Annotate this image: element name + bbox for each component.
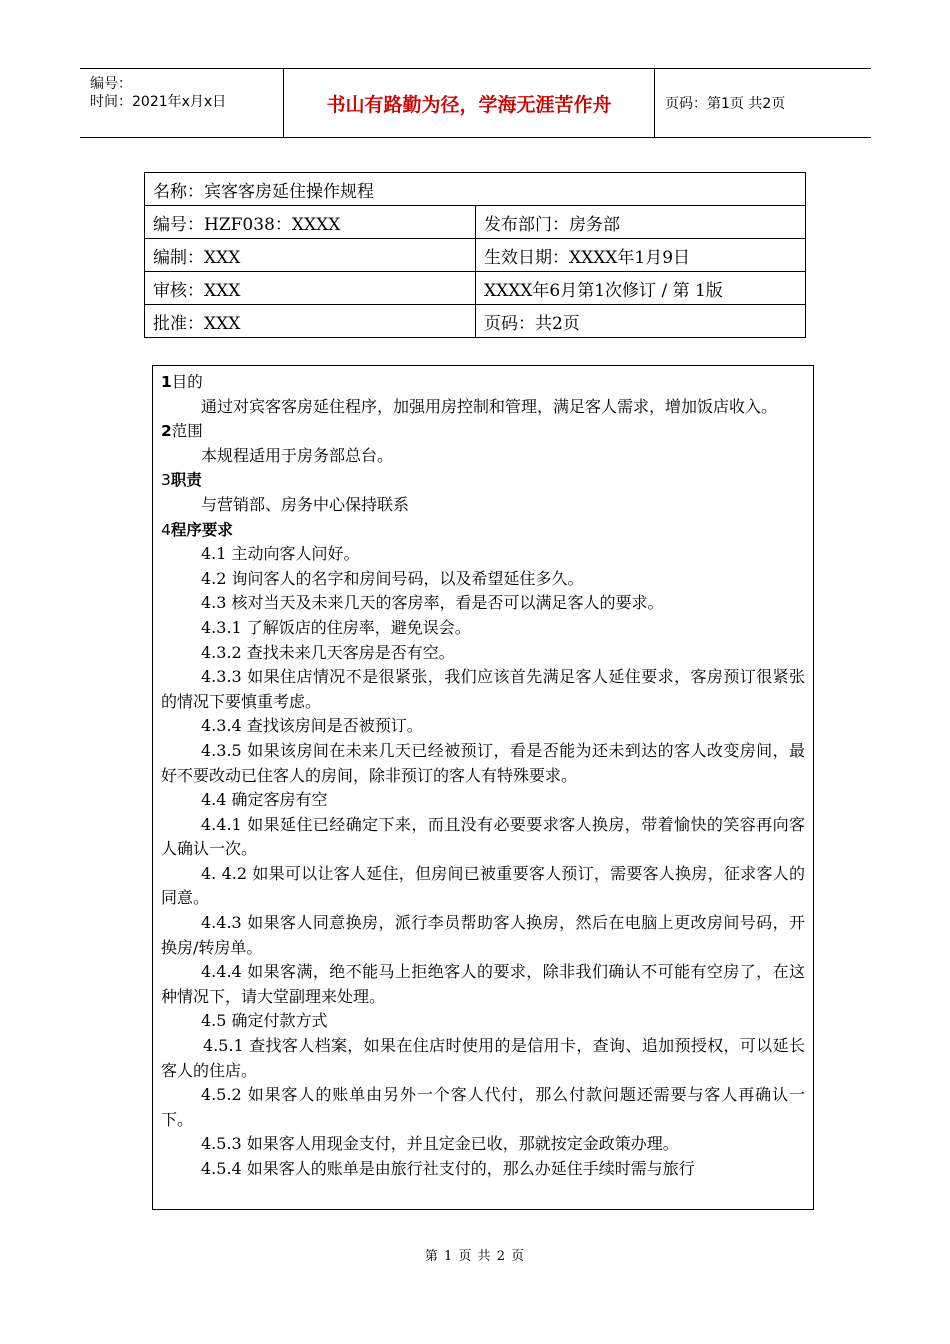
section-number: 4 (161, 520, 171, 539)
procedure-item: 4.3 核对当天及未来几天的客房率，看是否可以满足客人的要求。 (201, 593, 664, 613)
section-number: 3 (161, 471, 171, 490)
procedure-item: 4.3.1 了解饭店的住房率，避免误会。 (201, 617, 471, 637)
table-row (145, 173, 806, 206)
document-info-table (144, 172, 806, 338)
procedure-item: 4.3.2 查找未来几天客房是否有空。 (201, 642, 455, 662)
procedure-item: 4.5.2 如果客人的账单由另外一个客人代付，那么付款问题还需要与客人再确认一下。 (161, 1085, 805, 1129)
section-title: 范围 (171, 422, 203, 441)
table-row (145, 239, 806, 272)
doc-compiled: 编制：XXX (145, 239, 476, 272)
procedure-item: 4.3.4 查找该房间是否被预订。 (201, 716, 423, 736)
section-text: 通过对宾客客房延住程序，加强用房控制和管理，满足客人需求，增加饭店收入。 (201, 396, 778, 416)
procedure-item: 4.4 确定客房有空 (201, 790, 328, 810)
table-row (145, 305, 806, 338)
procedure-item: 4.1 主动向客人问好。 (201, 544, 360, 564)
doc-code: 编号：HZF038：XXXX (145, 206, 476, 239)
page-footer: 第 1 页 共 2 页 (424, 1249, 526, 1264)
procedure-item: 4.5.1 查找客人档案，如果在住店时使用的是信用卡，查询、追加预授权，可以延长客人的住店。 (161, 1036, 805, 1080)
section-text: 本规程适用于房务部总台。 (201, 445, 394, 465)
section-title: 职责 (170, 471, 202, 490)
section-heading (161, 419, 805, 444)
header-number-label: 编号： (90, 76, 132, 92)
procedure-item: 4.5.4 如果客人的账单是由旅行社支付的，那么办延住手续时需与旅行 (201, 1159, 695, 1178)
section-title: 目的 (171, 373, 203, 391)
procedure-item: 4.5.3 如果客人用现金支付，并且定金已收，那就按定金政策办理。 (201, 1134, 679, 1154)
doc-pages: 页码：共2页 (476, 305, 806, 338)
doc-revision: XXXX年6月第1次修订 / 第 1版 (476, 272, 806, 305)
procedure-item: 4.4.4 如果客满，绝不能马上拒绝客人的要求，除非我们确认不可能有空房了，在这种情况下，请大堂副理来处理。 (161, 962, 805, 1006)
doc-department: 发布部门：房务部 (476, 206, 806, 239)
doc-approved: 批准：XXX (145, 305, 476, 338)
table-row (145, 206, 806, 239)
header-time-label: 时间：2021年x月x日 (90, 94, 227, 110)
procedure-item: 4. 4.2 如果可以让客人延住，但房间已被重要客人预订，需要客人换房，征求客人的同意。 (161, 863, 805, 908)
procedure-item: 4.4.3 如果客人同意换房，派行李员帮助客人换房，然后在电脑上更改房间号码，开换房/转房单。 (161, 913, 805, 957)
procedure-item: 4.3.3 如果住店情况不是很紧张，我们应该首先满足客人延住要求，客房预订很紧张的情况下要慎重考虑。 (161, 667, 805, 711)
procedure-item: 4.4.1 如果延住已经确定下来，而且没有必要要求客人换房，带着愉快的笑容再向客人确认一次。 (161, 814, 805, 859)
page-header (80, 68, 871, 138)
section-title: 程序要求 (170, 520, 233, 539)
procedure-item: 4.3.5 如果该房间在未来几天已经被预订，看是否能为还未到达的客人改变房间，最好不要改动已住客人的房间，除非预订的客人有特殊要求。 (161, 740, 805, 785)
section-heading (161, 518, 805, 543)
section-number: 1 (161, 373, 172, 391)
header-meta (80, 69, 284, 137)
doc-name: 名称：宾客客房延住操作规程 (145, 173, 806, 206)
section-heading (161, 370, 805, 395)
procedure-item: 4.5 确定付款方式 (201, 1011, 328, 1031)
doc-effective-date: 生效日期：XXXX年1月9日 (476, 239, 806, 272)
header-page-info: 页码：第1页 共2页 (665, 96, 786, 112)
section-heading (161, 468, 805, 493)
section-text: 与营销部、房务中心保持联系 (201, 494, 410, 514)
procedure-item: 4.2 询问客人的名字和房间号码，以及希望延住多久。 (201, 568, 584, 588)
section-number: 2 (161, 422, 172, 441)
doc-reviewed: 审核：XXX (145, 272, 476, 305)
header-motto: 书山有路勤为径，学海无涯苦作舟 (284, 69, 655, 137)
table-row (145, 272, 806, 305)
procedure-content (152, 365, 814, 1210)
